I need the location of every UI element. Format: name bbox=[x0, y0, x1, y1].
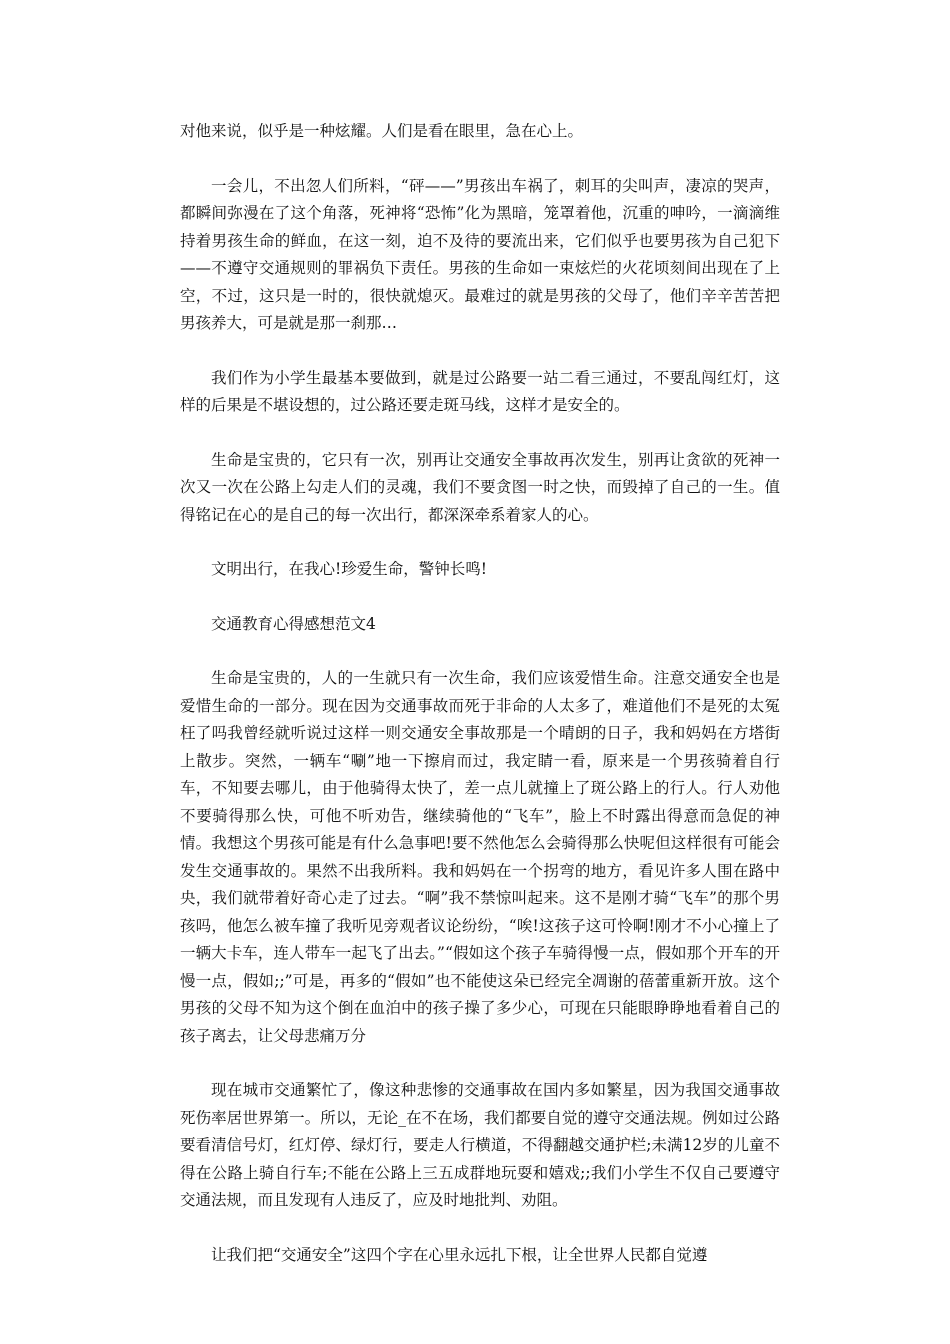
paragraph-1: 对他来说，似乎是一种炫耀。人们是看在眼里，急在心上。 bbox=[180, 122, 584, 140]
section-heading: 交通教育心得感想范文4 bbox=[211, 614, 376, 633]
paragraph-7: 生命是宝贵的，人的一生就只有一次生命，我们应该爱惜生命。注意交通安全也是爱惜生命的一部分。现在因为交通事故而死于非命的人太多了，难道他们不是死的太冤枉了吗我曾经就听说过这样一则交通安全事故那是一个晴朗的日子，我和妈妈在方塔街上散步。突然，一辆车“唰”地一下擦肩而过，我定睛一看，原来是一个男孩骑着自行车，不知要去哪儿，由于他骑得太快了，差一点儿就撞上了斑公路上的行人。行人劝他不要骑得那么快，可他不听劝告，继续骑他的“飞车”，脸上不时露出得意而急促的神情。我想这个男孩可能是有什么急事吧!要不然他怎么会骑得那么快呢但这样很有可能会发生交通事故的。果然不出我所料。我和妈妈在一个拐弯的地方，看见许多人围在路中央，我们就带着好奇心走了过去。“啊”我不禁惊叫起来。这不是刚才骑“飞车”的那个男孩吗，他怎么被车撞了我听见旁观者议论纷纷，“唉!这孩子这可怜啊!刚才不小心撞上了一辆大卡车，连人带车一起飞了出去。”“假如这个孩子车骑得慢一点，假如那个开车的开慢一点，假如;;”可是，再多的“假如”也不能使这朵已经完全凋谢的蓓蕾重新开放。这个男孩的父母不知为这个倒在血泊中的孩子操了多少心，可现在只能眼睁睁地看着自己的孩子离去，让父母悲痛万分 bbox=[180, 669, 780, 1045]
document-body bbox=[180, 118, 780, 1296]
paragraph-9: 让我们把“交通安全”这四个字在心里永远扎下根，让全世界人民都自觉遵 bbox=[211, 1245, 708, 1264]
paragraph-2: 一会儿，不出忽人们所料，“砰——”男孩出车祸了，刺耳的尖叫声，凄凉的哭声，都瞬间弥漫在了这个角落，死神将“恐怖”化为黑暗，笼罩着他，沉重的呻吟，一滴滴维持着男孩生命的鲜血，在这一刻，迫不及待的要流出来，它们似乎也要男孩为自己犯下——不遵守交通规则的罪祸负下责任。男孩的生命如一束炫烂的火花顷刻间出现在了上空，不过，这只是一时的，很快就熄灭。最难过的就是男孩的父母了，他们辛辛苦苦把男孩养大，可是就是那一刹那… bbox=[180, 176, 780, 332]
paragraph-5: 文明出行，在我心!珍爱生命，警钟长鸣! bbox=[211, 560, 487, 578]
paragraph-4: 生命是宝贵的，它只有一次，别再让交通安全事故再次发生，别再让贪欲的死神一次又一次在公路上勾走人们的灵魂，我们不要贪图一时之快，而毁掉了自己的一生。值得铭记在心的是自己的每一次出行，都深深牵系着家人的心。 bbox=[180, 450, 780, 524]
paragraph-8: 现在城市交通繁忙了，像这种悲惨的交通事故在国内多如繁星，因为我国交通事故死伤率居世界第一。所以，无论_在不在场，我们都要自觉的遵守交通法规。例如过公路要看清信号灯，红灯停、绿灯行，要走人行横道，不得翻越交通护栏;未满12岁的儿童不得在公路上骑自行车;不能在公路上三五成群地玩耍和嬉戏;;我们小学生不仅自己要遵守交通法规，而且发现有人违反了，应及时地批判、劝阻。 bbox=[180, 1081, 780, 1209]
paragraph-3: 我们作为小学生最基本要做到，就是过公路要一站二看三通过，不要乱闯红灯，这样的后果是不堪设想的，过公路还要走斑马线，这样才是安全的。 bbox=[180, 368, 780, 414]
